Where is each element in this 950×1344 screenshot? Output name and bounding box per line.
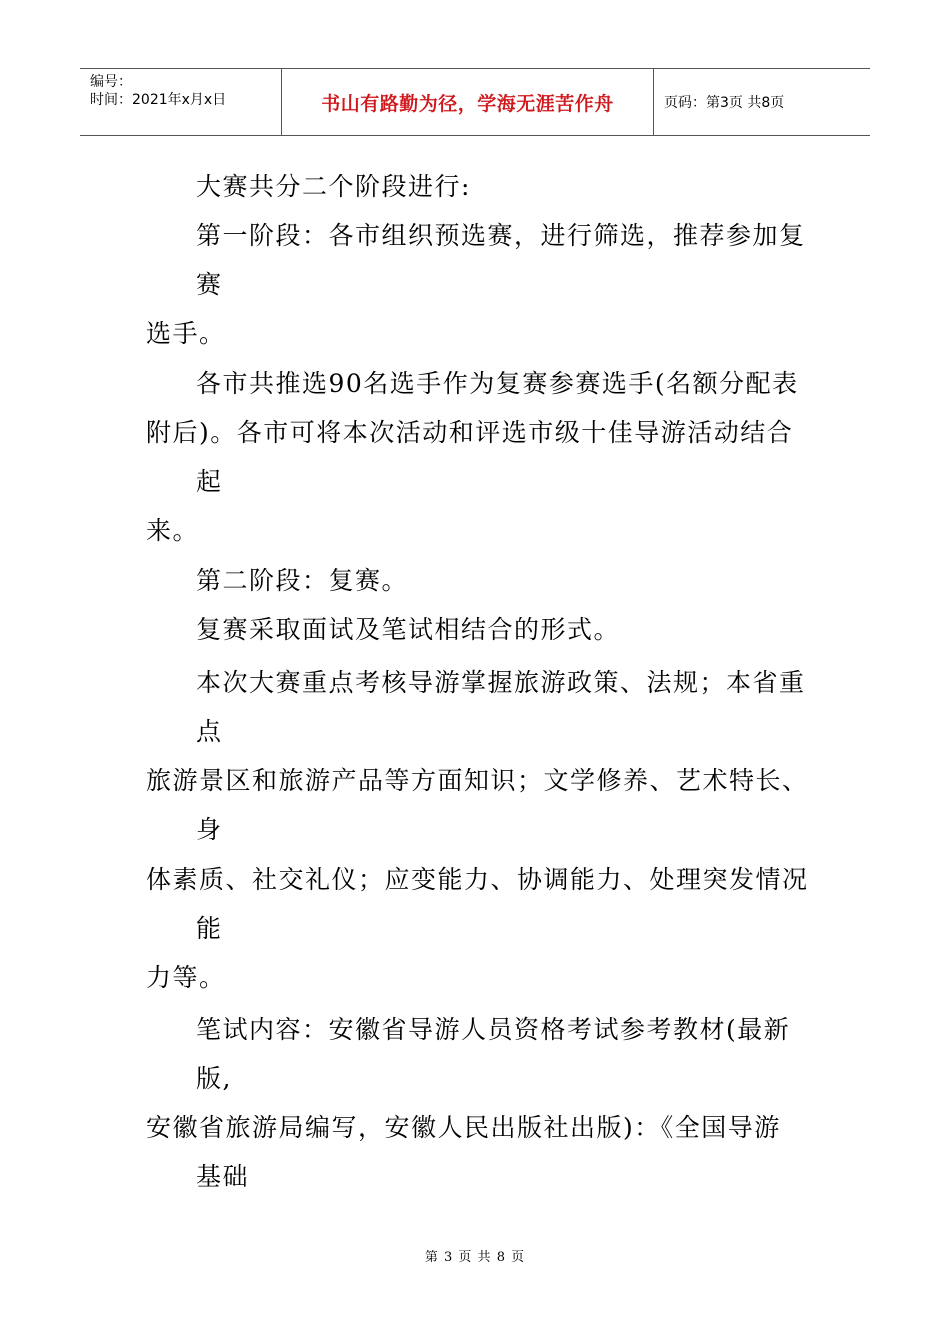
page-footer: 第 3 页 共 8 页 [424,1250,526,1265]
body-line: 基础 [196,1162,250,1191]
document-time-label: 时间：2021年x月x日 [90,92,227,108]
body-line: 附后)。各市可将本次活动和评选市级十佳导游活动结合 [146,418,794,447]
document-number-label: 编号： [90,74,132,90]
header-page-info: 页码：第3页 共8页 [664,95,785,111]
header-motto: 书山有路勤为径，学海无涯苦作舟 [282,69,654,135]
body-line: 体素质、社交礼仪；应变能力、协调能力、处理突发情况 [146,865,809,894]
body-line: 起 [196,467,223,496]
body-line: 力等。 [146,963,226,992]
body-line: 选手。 [146,319,226,348]
body-line: 本次大赛重点考核导游掌握旅游政策、法规；本省重 [196,668,806,697]
body-line: 第二阶段：复赛。 [196,566,409,595]
body-line: 来。 [146,516,200,545]
body-line: 第一阶段：各市组织预选赛，进行筛选，推荐参加复 [196,221,806,250]
body-line: 赛 [196,270,223,299]
header-meta [80,69,282,135]
body-line: 旅游景区和旅游产品等方面知识；文学修养、艺术特长、 [146,766,809,795]
body-line: 复赛采取面试及笔试相结合的形式。 [196,615,621,644]
body-line: 安徽省旅游局编写，安徽人民出版社出版)：《全国导游 [146,1113,781,1142]
body-line: 版, [196,1064,232,1093]
body-line: 身 [196,815,223,844]
page-header [80,68,870,136]
body-line: 大赛共分二个阶段进行: [196,172,471,201]
body-line: 笔试内容：安徽省导游人员资格考试参考教材(最新 [196,1015,791,1044]
body-line: 点 [196,717,223,746]
body-line: 能 [196,914,223,943]
body-line: 各市共推选90名选手作为复赛参赛选手(名额分配表 [196,369,799,398]
